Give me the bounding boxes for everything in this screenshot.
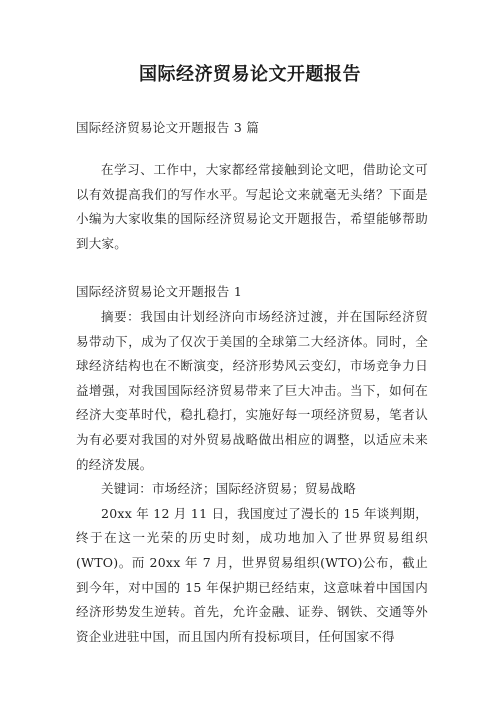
- section-heading-1: 国际经济贸易论文开题报告 1: [76, 284, 243, 299]
- intro-section: [76, 158, 428, 256]
- keywords-paragraph: 关键词：市场经济；国际经济贸易；贸易战略: [101, 481, 357, 497]
- document-subtitle: 国际经济贸易论文开题报告 3 篇: [76, 120, 260, 135]
- body-paragraph-1: 20xx 年 12 月 11 日，我国度过了漫长的 15 年谈判期，终于在这一光荣的历史时刻，成功地加入了世界贸易组织(WTO)。而 20xx 年 7 月，世界贸易组织(WTO)公布，截止到今年，对中国的 15 年保护期已经结束，这意味着中国国内经济形势发生逆转。首先，允许金融、证券、钢铁、交通等外资企业进驻中国，而且国内所有投标项目，任何国家不得: [76, 505, 428, 644]
- intro-paragraph: 在学习、工作中，大家都经常接触到论文吧，借助论文可以有效提高我们的写作水平。写起论文来就毫无头绪？下面是小编为大家收集的国际经济贸易论文开题报告，希望能够帮助到大家。: [76, 162, 428, 251]
- document-title: 国际经济贸易论文开题报告: [139, 64, 361, 85]
- abstract-paragraph: 摘要：我国由计划经济向市场经济过渡，并在国际经济贸易带动下，成为了仅次于美国的全球第二大经济体。同时，全球经济结构也在不断演变，经济形势风云变幻，市场竞争力日益增强，对我国国际经济贸易带来了巨大冲击。当下，如何在经济大变革时代，稳扎稳打，实施好每一项经济贸易，笔者认为有必要对我国的对外贸易战略做出相应的调整，以适应未来的经济发展。: [76, 309, 428, 472]
- section-body-1: [76, 305, 428, 649]
